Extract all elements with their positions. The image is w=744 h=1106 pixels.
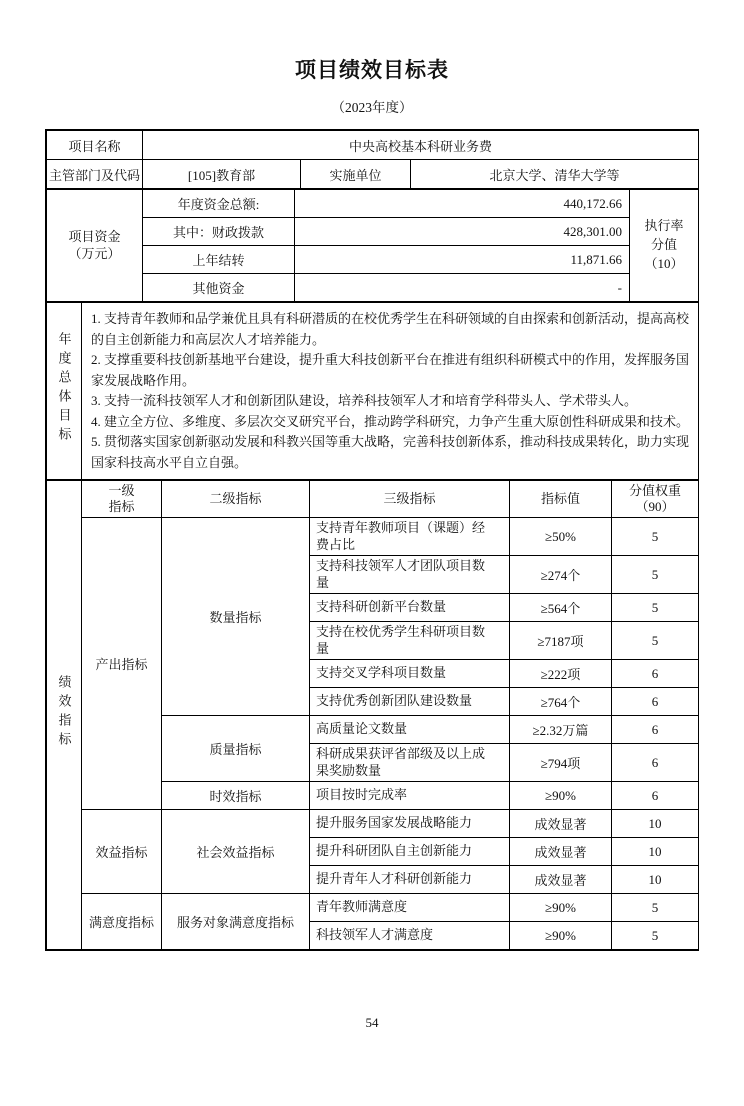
indicator-value: ≥764个 xyxy=(510,688,612,716)
l3-indicator: 项目按时完成率 xyxy=(310,782,510,810)
indicators-side-label-cell xyxy=(47,481,82,950)
indicator-weight: 10 xyxy=(612,838,699,866)
annual-goals-side-label-cell xyxy=(47,303,82,480)
indicator-value: ≥2.32万篇 xyxy=(510,716,612,744)
performance-target-table xyxy=(45,129,699,951)
l2-group-timeliness: 时效指标 xyxy=(162,782,310,810)
funding-row-name: 年度资金总额: xyxy=(143,190,295,218)
indicator-value: ≥50% xyxy=(510,518,612,556)
project-name-label: 项目名称 xyxy=(47,131,143,160)
header-l1-line1: 一级 xyxy=(108,483,135,498)
l1-group-benefit: 效益指标 xyxy=(82,810,162,894)
l3-indicator: 支持青年教师项目（课题）经费占比 xyxy=(310,518,510,556)
funding-row-value: 440,172.66 xyxy=(295,190,630,218)
header-weight xyxy=(612,481,699,518)
l3-indicator: 支持在校优秀学生科研项目数量 xyxy=(310,622,510,660)
l3-indicator: 支持科研创新平台数量 xyxy=(310,594,510,622)
l3-indicator: 高质量论文数量 xyxy=(310,716,510,744)
l3-indicator: 支持交叉学科项目数量 xyxy=(310,660,510,688)
indicator-weight: 5 xyxy=(612,556,699,594)
l3-indicator: 支持科技领军人才团队项目数量 xyxy=(310,556,510,594)
l2-group-quantity: 数量指标 xyxy=(162,518,310,716)
indicators-section xyxy=(46,480,699,950)
l3-indicator: 提升青年人才科研创新能力 xyxy=(310,866,510,894)
execution-line2: 分值 xyxy=(650,237,677,253)
header-l1-line2: 指标 xyxy=(108,499,135,515)
indicator-weight: 5 xyxy=(612,894,699,922)
indicator-value: ≥274个 xyxy=(510,556,612,594)
table-row xyxy=(47,246,699,274)
funding-row-name: 上年结转 xyxy=(143,246,295,274)
header-l3: 三级指标 xyxy=(310,481,510,518)
l2-group-social-benefit: 社会效益指标 xyxy=(162,810,310,894)
l2-group-quality: 质量指标 xyxy=(162,716,310,782)
header-weight-line1: 分值权重 xyxy=(628,483,681,498)
funding-label-line2: （万元） xyxy=(68,245,121,261)
indicator-row xyxy=(47,894,699,922)
goal-item-2: 2. 支撑重要科技创新基地平台建设，提升重大科技创新平台在推进有组织科研模式中的作用，发挥服务国家发展战略作用。 xyxy=(91,352,690,388)
l3-indicator: 提升服务国家发展战略能力 xyxy=(310,810,510,838)
implementing-unit-value: 北京大学、清华大学等 xyxy=(411,160,699,189)
department-value: [105]教育部 xyxy=(143,160,301,189)
indicator-value: ≥564个 xyxy=(510,594,612,622)
indicator-value: ≥90% xyxy=(510,894,612,922)
indicator-value: 成效显著 xyxy=(510,866,612,894)
indicator-value: ≥7187项 xyxy=(510,622,612,660)
indicator-weight: 6 xyxy=(612,716,699,744)
indicator-weight: 6 xyxy=(612,688,699,716)
l2-group-service-satisfaction: 服务对象满意度指标 xyxy=(162,894,310,950)
header-value: 指标值 xyxy=(510,481,612,518)
indicator-weight: 6 xyxy=(612,782,699,810)
goal-item-3: 3. 支持一流科技领军人才和创新团队建设，培养科技领军人才和培育学科带头人、学术带头人。 xyxy=(91,393,638,409)
l3-indicator: 科技领军人才满意度 xyxy=(310,922,510,950)
l1-group-output: 产出指标 xyxy=(82,518,162,810)
funding-row-name: 其中：财政拨款 xyxy=(143,218,295,246)
indicator-weight: 10 xyxy=(612,810,699,838)
indicator-row xyxy=(47,810,699,838)
page-subtitle: （2023年度） xyxy=(331,100,413,115)
annual-goals-side-label: 年度总体目标 xyxy=(56,332,72,447)
goal-item-1: 1. 支持青年教师和品学兼优且具有科研潜质的在校优秀学生在科研领域的自由探索和创新活动，提高高校的自主创新能力和高层次人才培养能力。 xyxy=(91,311,690,347)
execution-line1: 执行率 xyxy=(644,218,684,234)
indicator-value: ≥794项 xyxy=(510,744,612,782)
execution-rate-score-label xyxy=(630,190,699,302)
annual-goals-section xyxy=(46,302,699,480)
indicator-weight: 5 xyxy=(612,922,699,950)
indicator-weight: 5 xyxy=(612,622,699,660)
header-l2: 二级指标 xyxy=(162,481,310,518)
indicator-weight: 10 xyxy=(612,866,699,894)
l3-indicator: 提升科研团队自主创新能力 xyxy=(310,838,510,866)
l3-indicator: 青年教师满意度 xyxy=(310,894,510,922)
indicator-row xyxy=(47,518,699,556)
indicator-value: ≥222项 xyxy=(510,660,612,688)
l3-indicator: 科研成果获评省部级及以上成果奖励数量 xyxy=(310,744,510,782)
indicator-value: 成效显著 xyxy=(510,810,612,838)
indicator-value: ≥90% xyxy=(510,782,612,810)
goal-item-5: 5. 贯彻落实国家创新驱动发展和科教兴国等重大战略，完善科技创新体系，推动科技成果转化，助力实现国家科技高水平自立自强。 xyxy=(91,434,690,470)
header-l1 xyxy=(82,481,162,518)
department-label: 主管部门及代码 xyxy=(47,160,143,189)
l3-indicator: 支持优秀创新团队建设数量 xyxy=(310,688,510,716)
funding-row-name: 其他资金 xyxy=(143,274,295,302)
project-name-value: 中央高校基本科研业务费 xyxy=(143,131,699,160)
indicator-value: 成效显著 xyxy=(510,838,612,866)
execution-line3: （10） xyxy=(644,255,684,271)
table-row xyxy=(47,190,699,218)
annual-goals-text xyxy=(82,303,699,480)
funding-label-line1: 项目资金 xyxy=(68,228,121,244)
funding-section xyxy=(46,189,699,302)
header-weight-line2: （90） xyxy=(635,499,675,515)
funding-row-value: 428,301.00 xyxy=(295,218,630,246)
indicator-weight: 6 xyxy=(612,744,699,782)
l1-group-satisfaction: 满意度指标 xyxy=(82,894,162,950)
project-info-section xyxy=(46,130,699,189)
table-row xyxy=(47,218,699,246)
page-title: 项目绩效目标表 xyxy=(295,59,449,82)
indicators-header-row xyxy=(47,481,699,518)
indicator-value: ≥90% xyxy=(510,922,612,950)
indicator-weight: 5 xyxy=(612,594,699,622)
funding-row-value: - xyxy=(295,274,630,302)
funding-label xyxy=(47,190,143,302)
page-number: 54 xyxy=(365,1015,379,1031)
indicator-weight: 6 xyxy=(612,660,699,688)
table-row xyxy=(47,160,699,189)
table-row xyxy=(47,303,699,480)
goal-item-4: 4. 建立全方位、多维度、多层次交叉研究平台，推动跨学科研究，力争产生重大原创性科研成果和技术。 xyxy=(91,413,690,429)
funding-row-value: 11,871.66 xyxy=(295,246,630,274)
table-row xyxy=(47,131,699,160)
table-row xyxy=(47,274,699,302)
indicator-weight: 5 xyxy=(612,518,699,556)
implementing-unit-label: 实施单位 xyxy=(301,160,411,189)
indicators-side-label: 绩效指标 xyxy=(56,675,72,752)
